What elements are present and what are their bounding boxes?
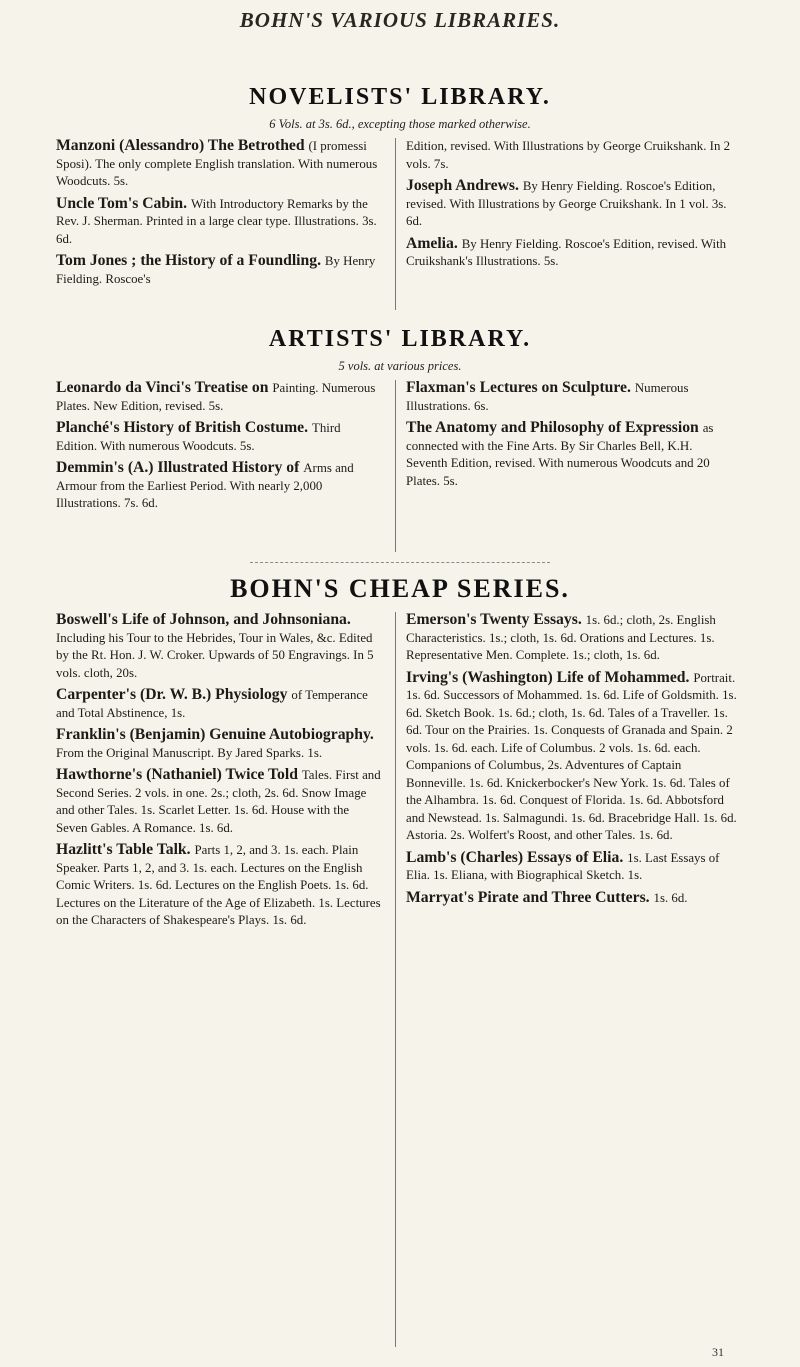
catalogue-entry — [56, 460, 382, 513]
entry-description: Tales. First and Second Series. 2 vols. in one. 2s.; cloth, 2s. 6d. Snow Image and other Tales. 1s. Scarlet Letter. 1s. 6d. House with the Seven Gables. A Romance. 1s. 6d. — [56, 768, 381, 835]
catalogue-entry — [56, 767, 382, 837]
entry-title: The Anatomy and Philosophy of Expression — [406, 419, 703, 436]
entry-title: Manzoni (Alessandro) The Betrothed — [56, 137, 309, 154]
entry-description: Painting. Numerous Plates. New Edition, revised. 5s. — [56, 381, 376, 413]
artists-subtitle: 5 vols. at various prices. — [338, 359, 462, 373]
catalogue-entry — [406, 890, 740, 908]
catalogue-entry — [406, 178, 732, 231]
entry-title: Demmin's (A.) Illustrated History of — [56, 459, 304, 476]
entry-description: Third Edition. With numerous Woodcuts. 5s. — [56, 421, 341, 453]
cheap-left-column — [56, 612, 382, 935]
entry-description: 1s. 6d. — [653, 890, 688, 905]
entry-description: as connected with the Fine Arts. By Sir Charles Bell, K.H. Seventh Edition, revised. With numerous Woodcuts and 20 Plates. 5s. — [406, 421, 714, 488]
page-number: 31 — [712, 1345, 724, 1359]
entry-title: Tom Jones ; the History of a Foundling. — [56, 252, 325, 269]
catalogue-entry — [56, 842, 382, 930]
entry-description: Portrait. 1s. 6d. Successors of Mohammed. 1s. 6d. Life of Goldsmith. 1s. 6d. Sketch Book. 1s. 6d.; cloth, 1s. 6d. Tales of a Traveller. 1s. 6d. Tour on the Prairies. 1s. Conquests of Granada and Spain. 2 vols. 1s. 6d. each. Life of Columbus. 2 vols. 1s. 6d. each. Companions of Columbus, 2s. Adventures of Captain Bonneville. 1s. 6d. Knickerbocker's New York. 1s. 6d. Tales of the Alhambra. 1s. 6d. Conquest of Florida. 1s. 6d. Abbotsford and Newstead. 1s. Salmagundi. 1s. 6d. Bracebridge Hall. 1s. 6d. Astoria. 2s. Wolfert's Roost, and other Tales. 1s. 6d. — [406, 670, 737, 842]
column-divider — [395, 380, 396, 552]
entry-description: Numerous Illustrations. 6s. — [406, 381, 689, 413]
entry-title: Franklin's (Benjamin) Genuine Autobiography. — [56, 726, 374, 743]
catalogue-entry — [406, 380, 732, 415]
entry-title: Carpenter's (Dr. W. B.) Physiology — [56, 686, 292, 703]
entry-description: By Henry Fielding. Roscoe's Edition, revised. With Cruikshank's Illustrations. 5s. — [406, 236, 727, 268]
entry-description: By Henry Fielding. Roscoe's — [56, 254, 376, 286]
entry-description: Edition, revised. With Illustrations by George Cruikshank. In 2 vols. 7s. — [406, 139, 731, 171]
entry-description: Parts 1, 2, and 3. 1s. each. Plain Speaker. Parts 1, 2, and 3. 1s. each. Lectures on the English Comic Writers. 1s. 6d. Lectures on the English Poets. 1s. 6d. Lectures on the Literature of the Age of Elizabeth. 1s. Lectures on the Characters of Shakespeare's Plays. 1s. 6d. — [56, 843, 381, 927]
entry-description: of Temperance and Total Abstinence, 1s. — [56, 688, 368, 720]
entry-description: Including his Tour to the Hebrides, Tour in Wales, &c. Edited by the Rt. Hon. J. W. Croker. Upwards of 50 Engravings. In 5 vols. cloth, 20s. — [56, 630, 374, 680]
catalogue-entry — [56, 420, 382, 455]
catalogue-entry — [56, 380, 382, 415]
column-divider — [395, 138, 396, 310]
catalogue-entry — [406, 138, 732, 173]
entry-description: From the Original Manuscript. By Jared Sparks. 1s. — [56, 745, 323, 760]
novelists-title: NOVELISTS' LIBRARY. — [249, 84, 551, 110]
column-divider — [395, 612, 396, 1347]
entry-title: Flaxman's Lectures on Sculpture. — [406, 379, 635, 396]
entry-description: With Introductory Remarks by the Rev. J. Sherman. Printed in a large clear type. Illustrations. 3s. 6d. — [56, 196, 377, 246]
entry-description: 1s. 6d.; cloth, 2s. English Characteristics. 1s.; cloth, 1s. 6d. Orations and Lectures. 1s. Representative Men. Complete. 1s.; cloth, 1s. 6d. — [406, 613, 716, 662]
entry-title: Boswell's Life of Johnson, and Johnsoniana. — [56, 611, 351, 628]
entry-title: Lamb's (Charles) Essays of Elia. — [406, 848, 628, 866]
catalogue-entry — [56, 727, 382, 762]
entry-title: Marryat's Pirate and Three Cutters. — [406, 888, 654, 906]
entry-title: Emerson's Twenty Essays. — [406, 611, 586, 628]
catalogue-entry — [406, 850, 740, 885]
novelists-left-column — [56, 138, 382, 293]
artists-left-column — [56, 380, 382, 518]
catalogue-entry — [406, 612, 740, 665]
entry-title: Hazlitt's Table Talk. — [56, 841, 195, 858]
entry-title: Irving's (Washington) Life of Mohammed. — [406, 668, 694, 686]
artists-right-column — [406, 380, 732, 495]
artists-title: ARTISTS' LIBRARY. — [268, 326, 532, 352]
entry-description: Arms and Armour from the Earliest Period. With nearly 2,000 Illustrations. 7s. 6d. — [56, 461, 354, 510]
entry-title: Amelia. — [406, 234, 462, 252]
cheap-right-column — [406, 612, 740, 912]
catalogue-entry — [406, 236, 732, 271]
entry-description: By Henry Fielding. Roscoe's Edition, revised. With Illustrations by George Cruikshank. In 1 vol. 3s. 6d. — [406, 179, 727, 228]
catalogue-entry — [406, 670, 740, 845]
catalogue-entry — [406, 420, 732, 490]
catalogue-entry — [56, 687, 382, 722]
catalogue-entry — [56, 138, 382, 191]
novelists-right-column — [406, 138, 732, 276]
entry-title: Hawthorne's (Nathaniel) Twice Told — [56, 766, 302, 783]
running-head: BOHN'S VARIOUS LIBRARIES. — [239, 8, 561, 32]
catalogue-entry — [56, 612, 382, 682]
entry-title: Planché's History of British Costume. — [56, 419, 312, 436]
catalogue-entry — [56, 196, 382, 249]
entry-description: (I promessi Sposi). The only complete English translation. With numerous Woodcuts. 5s. — [56, 139, 378, 188]
section-separator — [250, 562, 550, 563]
entry-title: Uncle Tom's Cabin. — [56, 194, 191, 212]
cheap-series-title: BOHN'S CHEAP SERIES. — [230, 574, 570, 603]
novelists-subtitle: 6 Vols. at 3s. 6d., excepting those marked otherwise. — [269, 117, 531, 131]
entry-title: Joseph Andrews. — [406, 177, 523, 194]
catalogue-entry — [56, 253, 382, 288]
entry-description: 1s. Last Essays of Elia. 1s. Eliana, with Biographical Sketch. 1s. — [406, 850, 720, 882]
entry-title: Leonardo da Vinci's Treatise on — [56, 379, 273, 396]
